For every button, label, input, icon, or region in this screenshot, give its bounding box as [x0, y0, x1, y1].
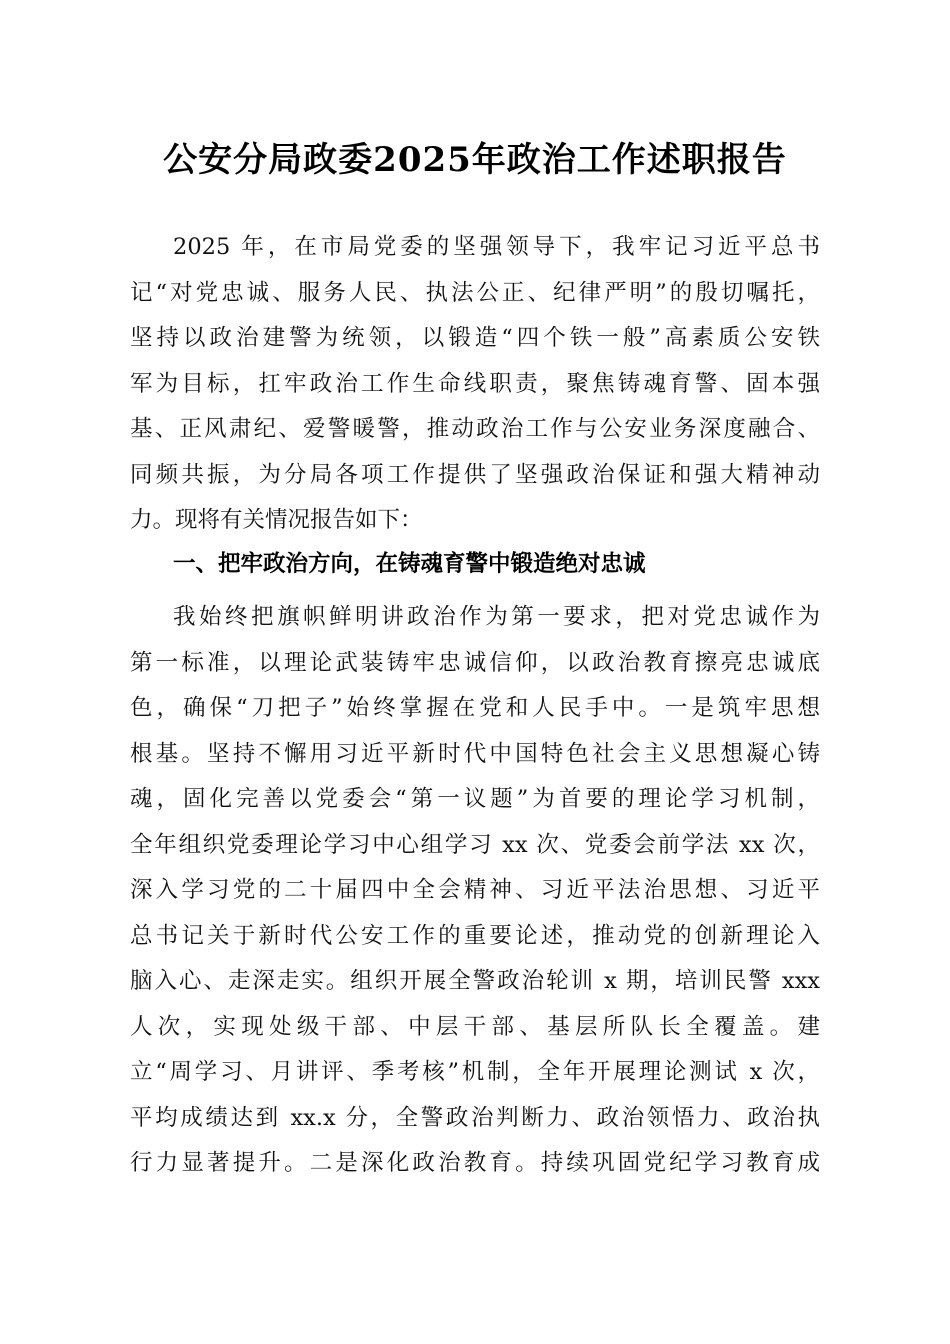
text-line: 2025 年，在市局党委的坚强领导下，我牢记习近平总书: [173, 234, 820, 260]
text-line: 坚持以政治建警为统领，以锻造“四个铁一般”高素质公安铁: [130, 325, 820, 351]
text-line: 第一标准，以理论武装铸牢忠诚信仰，以政治教育擦亮忠诚底: [130, 649, 820, 676]
text-line: 平均成绩达到 xx.x 分，全警政治判断力、政治领悟力、政治执: [130, 1104, 820, 1131]
section-1-paragraph: [130, 595, 820, 1187]
text-line: 基、正风肃纪、爱警暖警，推动政治工作与公安业务深度融合、: [130, 416, 820, 442]
text-line: 我始终把旗帜鲜明讲政治作为第一要求，把对党忠诚作为: [173, 604, 820, 630]
text-line: 深入学习党的二十届四中全会精神、习近平法治思想、习近平: [130, 877, 820, 903]
text-line: 脑入心、走深走实。组织开展全警政治轮训 x 期，培训民警 xxx: [130, 968, 820, 994]
text-line: 立“周学习、月讲评、季考核”机制，全年开展理论测试 x 次，: [130, 1059, 820, 1085]
section-heading-text: 一、把牢政治方向，在铸魂育警中锻造绝对忠诚: [173, 551, 646, 577]
section-heading: [130, 542, 820, 588]
text-line: 行力显著提升。二是深化政治教育。持续巩固党纪学习教育成: [130, 1150, 820, 1176]
intro-paragraph: [130, 225, 820, 544]
text-line: 同频共振，为分局各项工作提供了坚强政治保证和强大精神动: [130, 461, 820, 488]
text-line: 魂，固化完善以党委会“第一议题”为首要的理论学习机制，: [130, 786, 820, 812]
text-line: 全年组织党委理论学习中心组学习 xx 次、党委会前学法 xx 次，: [130, 831, 820, 858]
text-line: 人次，实现处级干部、中层干部、基层所队长全覆盖。建: [130, 1013, 820, 1040]
text-line: 总书记关于新时代公安工作的重要论述，推动党的创新理论入: [130, 922, 820, 949]
text-line: 色，确保“刀把子”始终掌握在党和人民手中。一是筑牢思想: [130, 695, 820, 721]
text-line: 力。现将有关情况报告如下：: [130, 507, 423, 533]
page-title: 公安分局政委2025年政治工作述职报告: [163, 140, 787, 180]
text-line: 根基。坚持不懈用习近平新时代中国特色社会主义思想凝心铸: [130, 740, 820, 767]
text-line: 记“对党忠诚、服务人民、执法公正、纪律严明”的殷切嘱托，: [130, 279, 820, 306]
text-line: 军为目标，扛牢政治工作生命线职责，聚焦铸魂育警、固本强: [130, 370, 820, 397]
